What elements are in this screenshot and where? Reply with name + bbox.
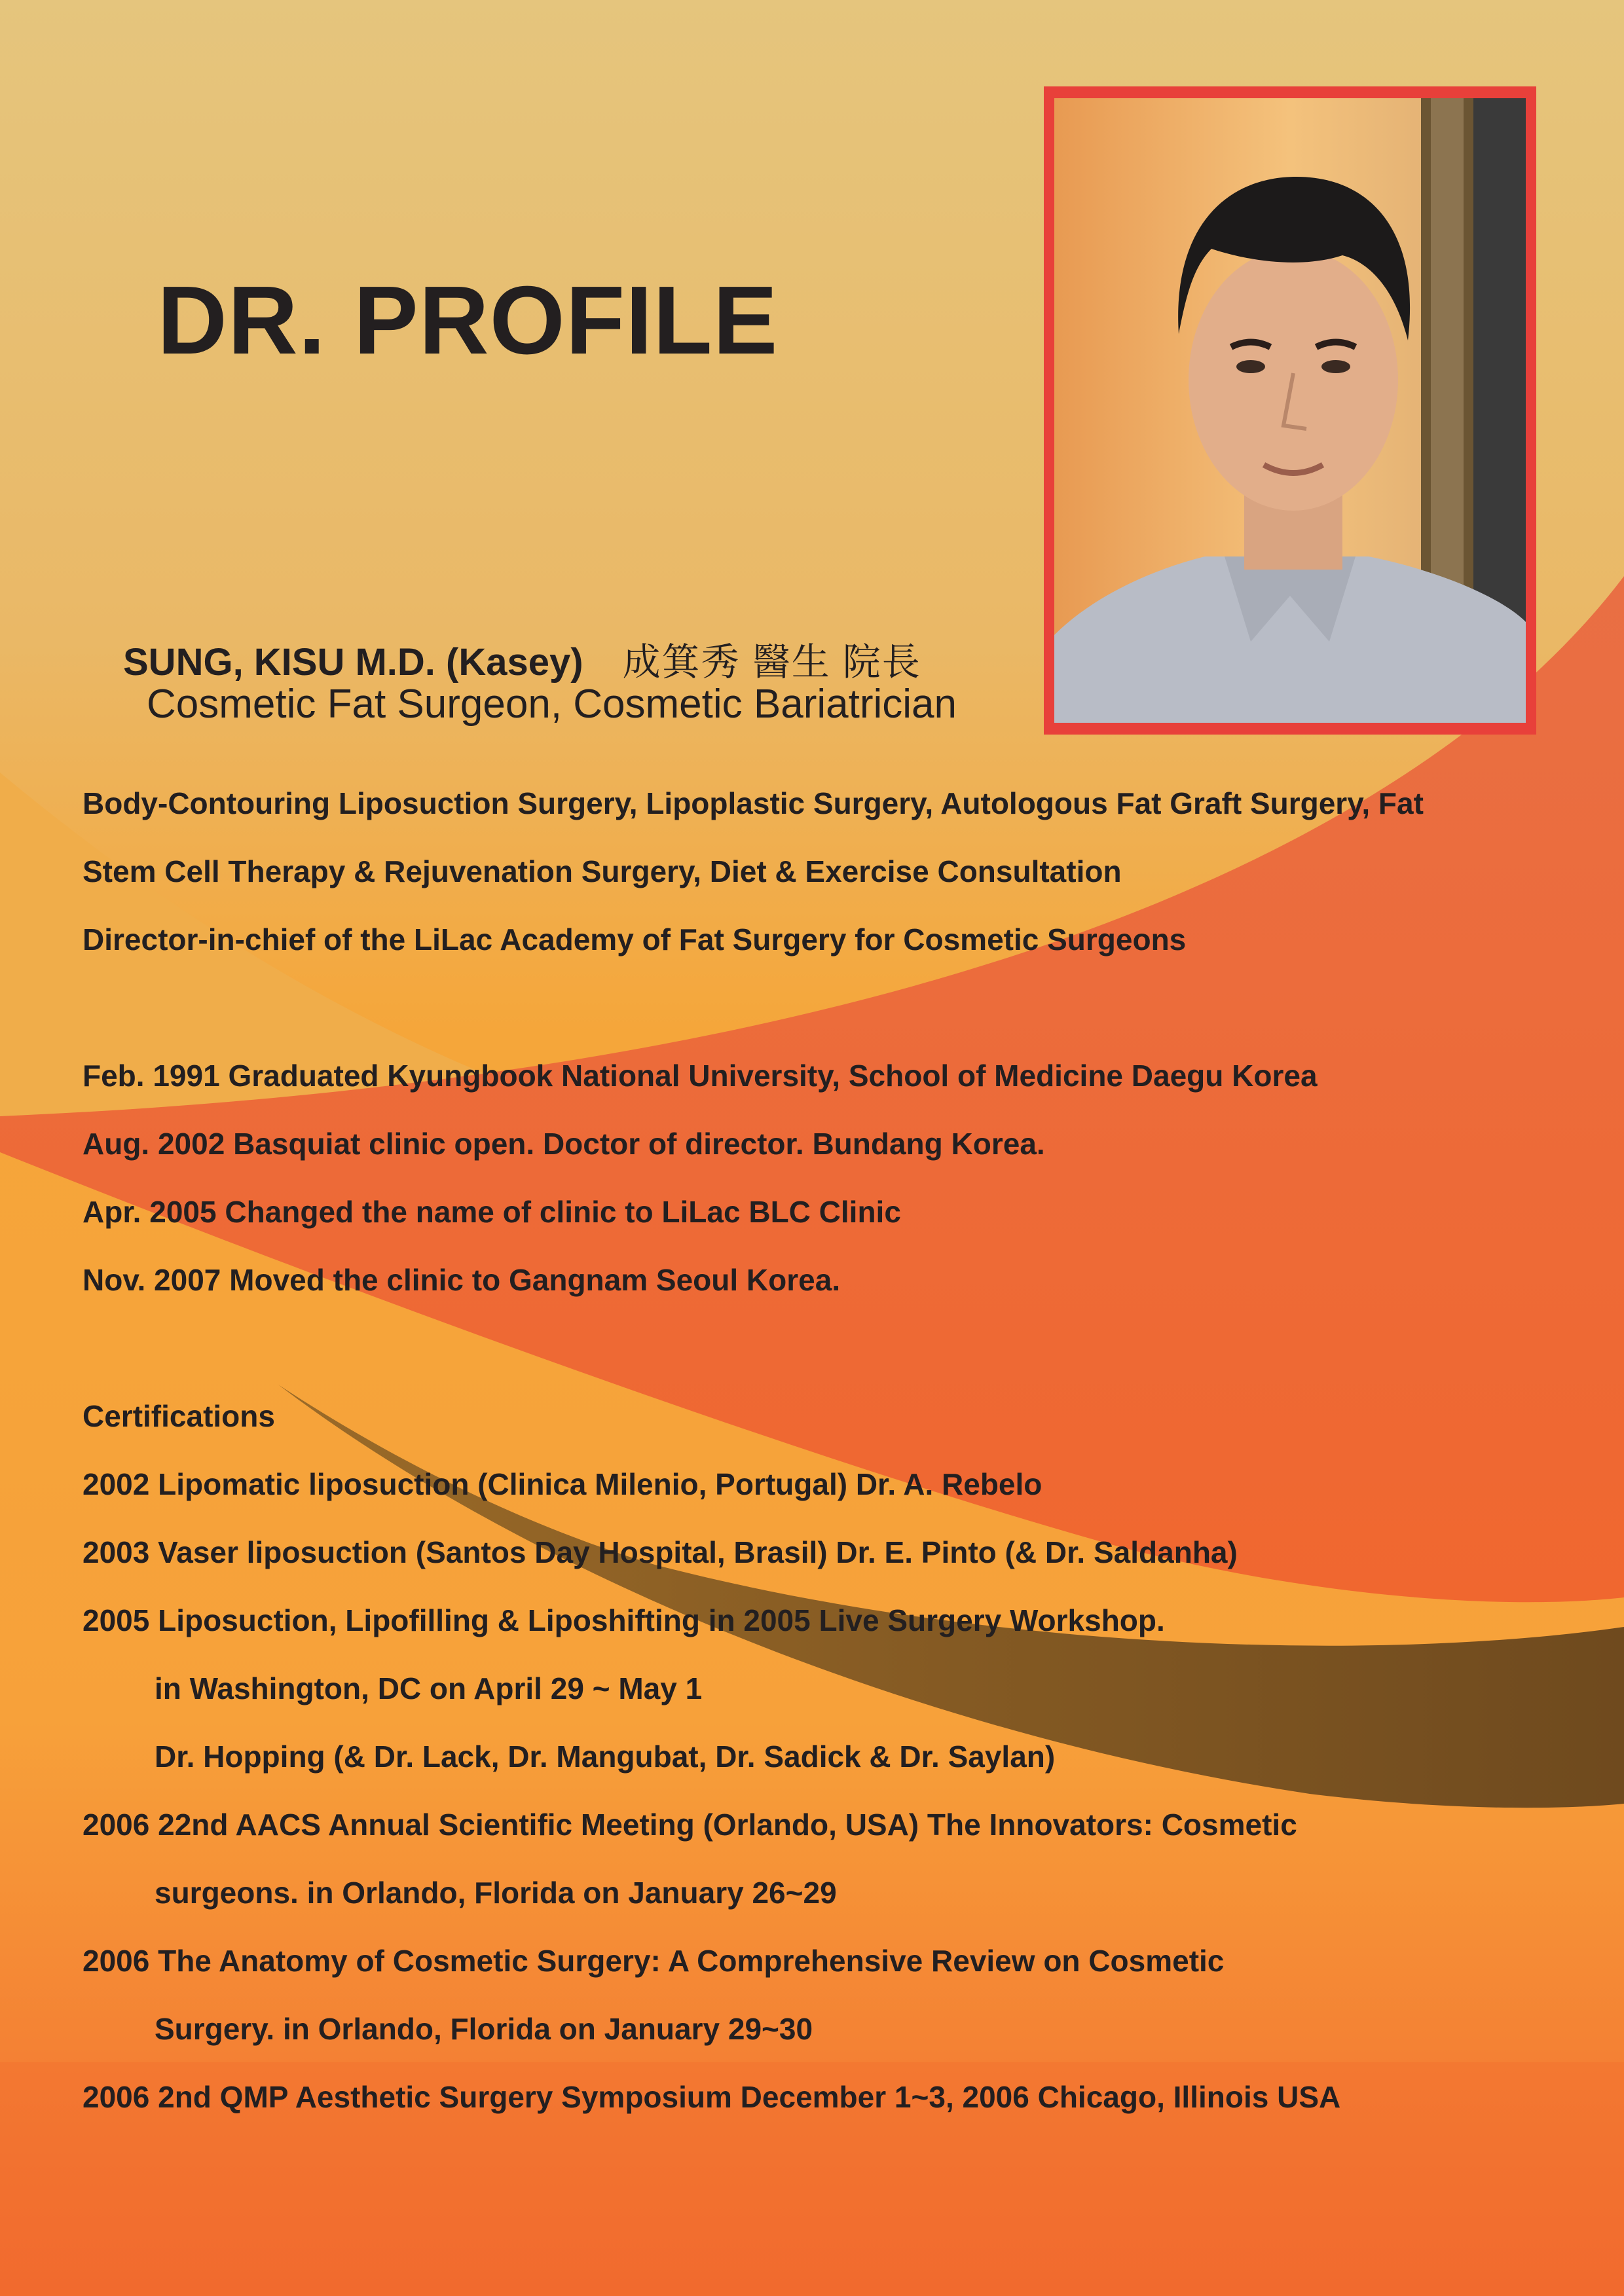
career-line: Nov. 2007 Moved the clinic to Gangnam Seoul Korea. (83, 1263, 841, 1297)
certification-line: 2002 Lipomatic liposuction (Clinica Milenio, Portugal) Dr. A. Rebelo (83, 1467, 1043, 1501)
doctor-name-latin: SUNG, KISU M.D. (Kasey) (123, 641, 583, 683)
certification-line: Dr. Hopping (& Dr. Lack, Dr. Mangubat, Dr. Sadick & Dr. Saylan) (155, 1740, 1056, 1774)
career-line: Aug. 2002 Basquiat clinic open. Doctor of director. Bundang Korea. (83, 1127, 1045, 1161)
portrait-photo (1054, 98, 1526, 723)
doctor-subtitle: Cosmetic Fat Surgeon, Cosmetic Bariatrician (147, 682, 957, 727)
specialty-line: Stem Cell Therapy & Rejuvenation Surgery, Diet & Exercise Consultation (83, 854, 1122, 888)
doctor-name-hanja: 成箕秀 醫生 院長 (622, 641, 921, 683)
specialty-line: Body-Contouring Liposuction Surgery, Lipoplastic Surgery, Autologous Fat Graft Surgery, Fat (83, 786, 1424, 820)
certification-line: Surgery. in Orlando, Florida on January 29~30 (155, 2012, 813, 2046)
career-line: Feb. 1991 Graduated Kyungbook National University, School of Medicine Daegu Korea (83, 1059, 1318, 1093)
portrait-frame (1044, 86, 1536, 735)
page-title: DR. PROFILE (157, 266, 779, 374)
doctor-name (123, 631, 921, 686)
certification-line: surgeons. in Orlando, Florida on January 26~29 (155, 1876, 837, 1910)
certification-line: 2006 The Anatomy of Cosmetic Surgery: A Comprehensive Review on Cosmetic (83, 1944, 1225, 1978)
specialty-line: Director-in-chief of the LiLac Academy of Fat Surgery for Cosmetic Surgeons (83, 922, 1187, 957)
certification-line: 2006 22nd AACS Annual Scientific Meeting (Orlando, USA) The Innovators: Cosmetic (83, 1808, 1297, 1842)
career-line: Apr. 2005 Changed the name of clinic to LiLac BLC Clinic (83, 1195, 901, 1229)
certification-line: in Washington, DC on April 29 ~ May 1 (155, 1671, 703, 1705)
certification-line: 2005 Liposuction, Lipofilling & Liposhifting in 2005 Live Surgery Workshop. (83, 1603, 1165, 1637)
certifications-heading: Certifications (83, 1399, 275, 1433)
certification-line: 2003 Vaser liposuction (Santos Day Hospital, Brasil) Dr. E. Pinto (& Dr. Saldanha) (83, 1535, 1238, 1569)
certification-line: 2006 2nd QMP Aesthetic Surgery Symposium December 1~3, 2006 Chicago, Illinois USA (83, 2080, 1341, 2114)
